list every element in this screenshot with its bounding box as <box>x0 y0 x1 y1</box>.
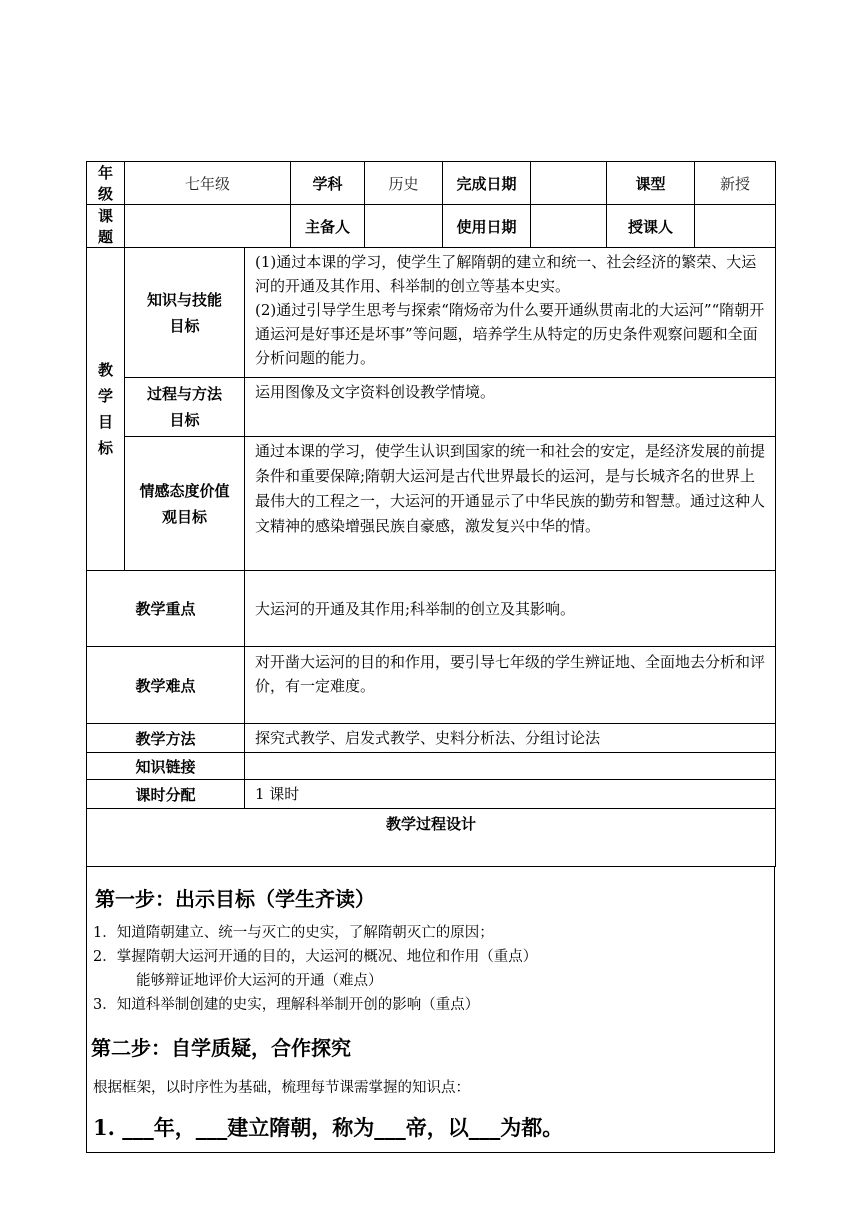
links-text <box>245 753 776 780</box>
links-label: 知识链接 <box>87 753 245 780</box>
goals-char: 标 <box>97 439 113 457</box>
step2-title: 第二步：自学质疑，合作探究 <box>91 1036 351 1060</box>
difficulty-label: 教学难点 <box>87 647 245 724</box>
grade-value: 七年级 <box>125 162 291 205</box>
use-date-label: 使用日期 <box>443 205 531 248</box>
lesson-type-value: 新授 <box>695 162 776 205</box>
process-goal-text: 运用图像及文字资料创设教学情境。 <box>245 378 776 437</box>
finish-date-value <box>531 162 607 205</box>
teaching-goals-label <box>87 248 125 571</box>
time-text: 1 课时 <box>245 780 776 809</box>
topic-value <box>125 205 291 248</box>
step2-intro: 根据框架，以时序性为基础，梳理每节课需掌握的知识点： <box>93 1080 470 1096</box>
teacher-value <box>695 205 776 248</box>
method-text: 探究式教学、启发式教学、史料分析法、分组讨论法 <box>245 724 776 753</box>
focus-text: 大运河的开通及其作用;科举制的创立及其影响。 <box>245 571 776 647</box>
lesson-plan-table <box>86 161 776 867</box>
subject-label: 学科 <box>291 162 365 205</box>
step1-item: 能够辩证地评价大运河的开通（难点） <box>136 973 383 989</box>
goals-char: 学 <box>97 387 113 405</box>
emotion-goal-label: 情感态度价值观目标 <box>125 437 245 571</box>
lesson-type-label: 课型 <box>607 162 695 205</box>
step1-item: 3．知道科举制创建的史实，理解科举制开创的影响（重点） <box>93 997 480 1013</box>
focus-label: 教学重点 <box>87 571 245 647</box>
preparer-value <box>365 205 443 248</box>
subject-value: 历史 <box>365 162 443 205</box>
goals-char: 教 <box>97 361 113 379</box>
question-1: 1. ___年，___建立隋朝，称为___帝，以___为都。 <box>93 1115 564 1140</box>
knowledge-goal-text <box>245 248 776 378</box>
use-date-value <box>531 205 607 248</box>
step1-item: 1．知道隋朝建立、统一与灭亡的史实，了解隋朝灭亡的原因； <box>93 925 494 941</box>
teaching-process-section <box>86 867 775 1153</box>
knowledge-goal-2: (2)通过引导学生思考与探索“隋炀帝为什么要开通纵贯南北的大运河”“隋朝开通运河是好事还是坏事”等问题，培养学生从特定的历史条件观察问题和全面分析问题的能力。 <box>255 301 765 367</box>
time-label: 课时分配 <box>87 780 245 809</box>
topic-label: 课题 <box>87 205 125 248</box>
grade-label: 年级 <box>87 162 125 205</box>
design-title: 教学过程设计 <box>87 809 776 867</box>
teacher-label: 授课人 <box>607 205 695 248</box>
goals-char: 目 <box>97 413 113 431</box>
step1-item: 2．掌握隋朝大运河开通的目的，大运河的概况、地位和作用（重点） <box>93 949 538 965</box>
step1-title: 第一步：出示目标（学生齐读） <box>95 887 375 911</box>
lesson-plan-document <box>86 161 775 1153</box>
finish-date-label: 完成日期 <box>443 162 531 205</box>
process-goal-label: 过程与方法目标 <box>125 378 245 437</box>
knowledge-goal-label: 知识与技能目标 <box>125 248 245 378</box>
difficulty-text: 对开凿大运河的目的和作用，要引导七年级的学生辨证地、全面地去分析和评价，有一定难度。 <box>245 647 776 724</box>
knowledge-goal-1: (1)通过本课的学习，使学生了解隋朝的建立和统一、社会经济的繁荣、大运河的开通及其作用、科举制的创立等基本史实。 <box>255 253 757 295</box>
method-label: 教学方法 <box>87 724 245 753</box>
preparer-label: 主备人 <box>291 205 365 248</box>
emotion-goal-text: 通过本课的学习，使学生认识到国家的统一和社会的安定，是经济发展的前提条件和重要保障;隋朝大运河是古代世界最长的运河，是与长城齐名的世界上最伟大的工程之一，大运河的开通显示了中华民族的勤劳和智慧。通过这种人文精神的感染增强民族自豪感，激发复兴中华的情。 <box>245 437 776 571</box>
